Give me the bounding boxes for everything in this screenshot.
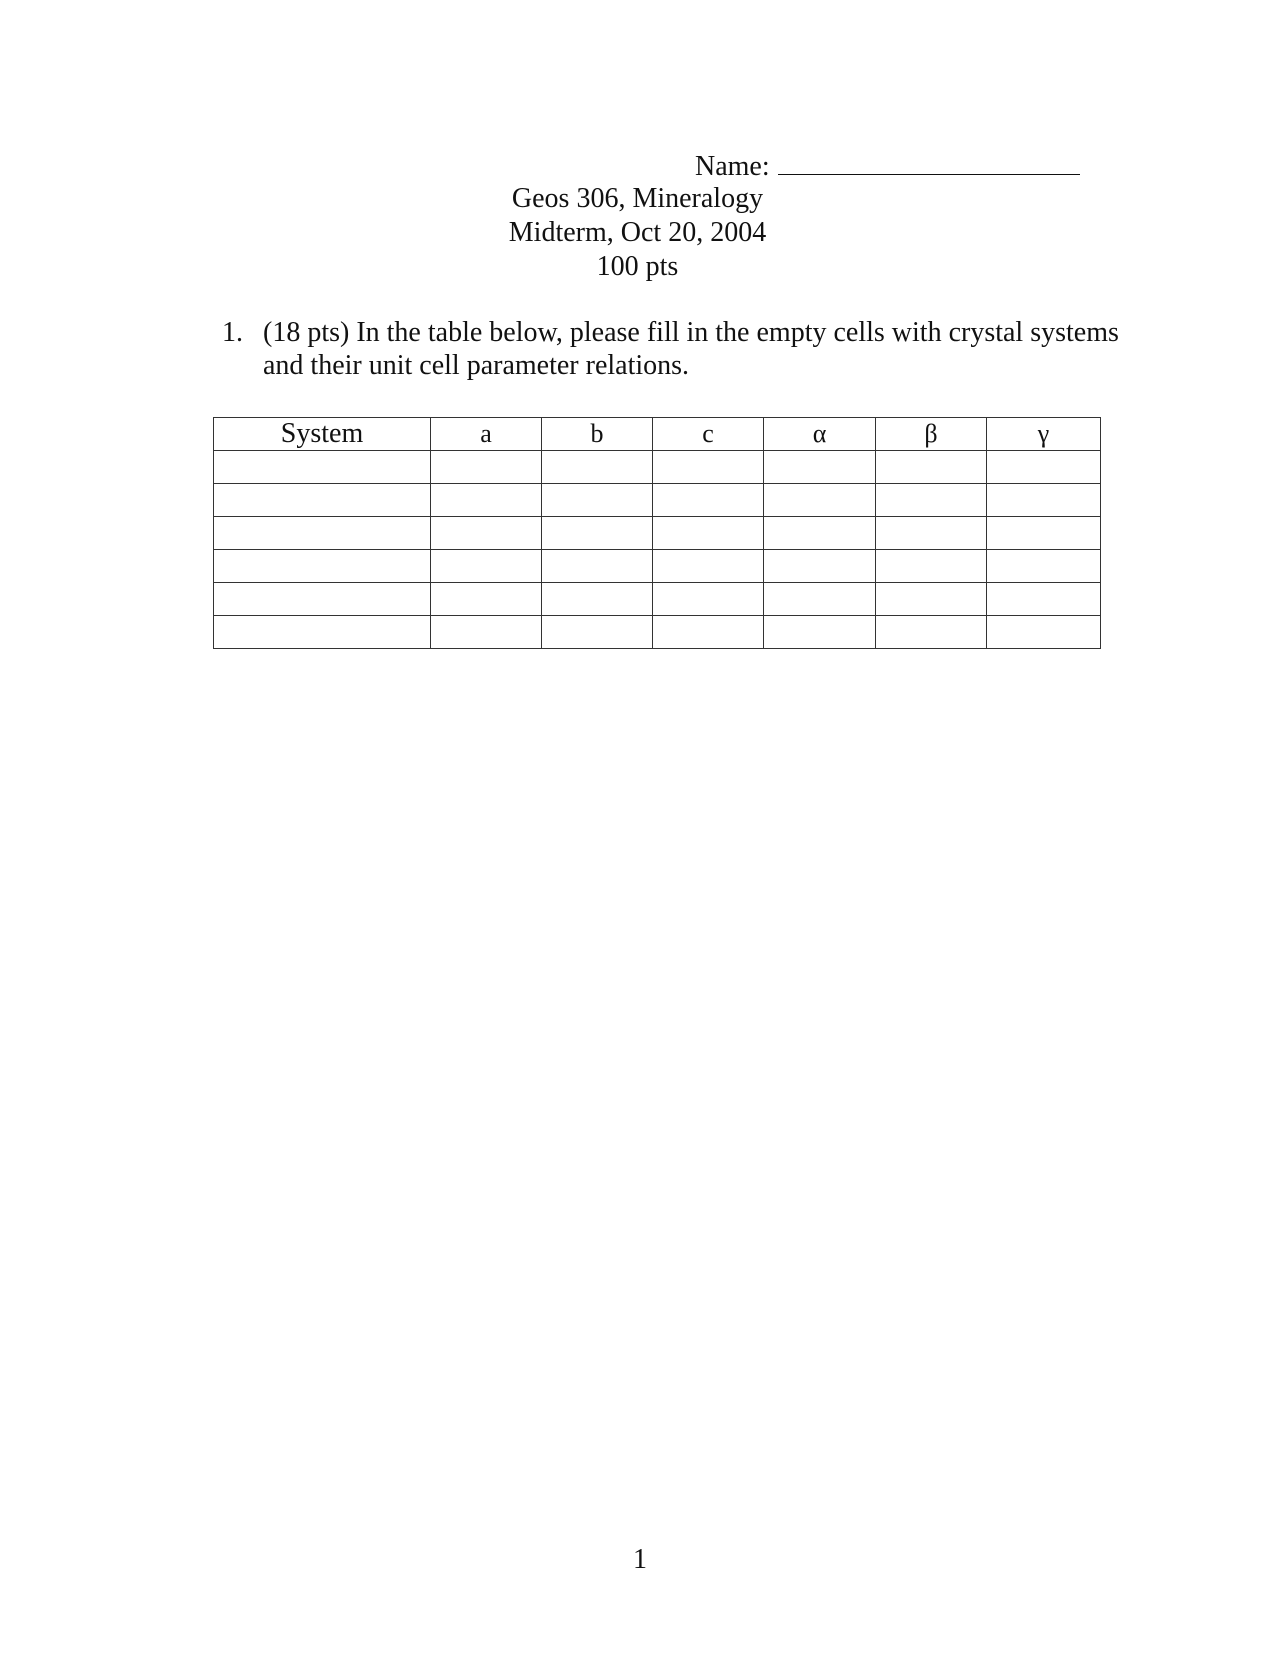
table-row [214, 583, 1101, 616]
course-title: Geos 306, Mineralogy [511, 183, 764, 214]
table-cell[interactable] [764, 583, 876, 616]
table-row [214, 616, 1101, 649]
name-field [695, 150, 1080, 184]
table-row [214, 517, 1101, 550]
column-header-beta: β [876, 418, 987, 451]
table-cell[interactable] [987, 517, 1101, 550]
table-cell[interactable] [876, 484, 987, 517]
question-number: 1. [222, 317, 243, 348]
table-cell[interactable] [876, 517, 987, 550]
table-cell[interactable] [431, 517, 542, 550]
table-row [214, 484, 1101, 517]
table-cell[interactable] [653, 451, 764, 484]
name-blank-line[interactable] [778, 150, 1080, 175]
table-cell[interactable] [431, 583, 542, 616]
page-number: 1 [633, 1544, 647, 1575]
table-row [214, 451, 1101, 484]
table-cell[interactable] [764, 616, 876, 649]
table-cell[interactable] [542, 583, 653, 616]
column-header-b: b [542, 418, 653, 451]
table-cell[interactable] [542, 616, 653, 649]
table-cell[interactable] [987, 550, 1101, 583]
table-cell[interactable] [653, 583, 764, 616]
column-header-c: c [653, 418, 764, 451]
table-cell[interactable] [542, 517, 653, 550]
table-cell[interactable] [876, 550, 987, 583]
name-label: Name: [695, 151, 770, 182]
table-cell[interactable] [987, 583, 1101, 616]
table-cell[interactable] [653, 616, 764, 649]
table-cell[interactable] [764, 550, 876, 583]
table-cell[interactable] [214, 451, 431, 484]
table-cell[interactable] [764, 451, 876, 484]
table-cell[interactable] [653, 484, 764, 517]
table-cell[interactable] [431, 550, 542, 583]
table-cell[interactable] [214, 550, 431, 583]
table-cell[interactable] [431, 451, 542, 484]
table-cell[interactable] [214, 583, 431, 616]
column-header-system: System [214, 418, 431, 451]
question-text: (18 pts) In the table below, please fill in the empty cells with crystal systems and their unit cell parameter relations. [263, 317, 1119, 381]
exam-header [460, 182, 815, 284]
table-cell[interactable] [764, 484, 876, 517]
table-cell[interactable] [542, 484, 653, 517]
table-cell[interactable] [876, 583, 987, 616]
table-header-row [214, 418, 1101, 451]
table-cell[interactable] [876, 451, 987, 484]
table-cell[interactable] [653, 517, 764, 550]
table-cell[interactable] [876, 616, 987, 649]
table-row [214, 550, 1101, 583]
exam-title: Midterm, Oct 20, 2004 [508, 217, 767, 248]
table-cell[interactable] [214, 484, 431, 517]
column-header-alpha: α [764, 418, 876, 451]
column-header-gamma: γ [987, 418, 1101, 451]
table-cell[interactable] [431, 484, 542, 517]
column-header-a: a [431, 418, 542, 451]
table-cell[interactable] [431, 616, 542, 649]
table-cell[interactable] [987, 451, 1101, 484]
table-cell[interactable] [987, 484, 1101, 517]
table-cell[interactable] [653, 550, 764, 583]
table-cell[interactable] [214, 517, 431, 550]
table-cell[interactable] [214, 616, 431, 649]
table-cell[interactable] [764, 517, 876, 550]
table-cell[interactable] [542, 451, 653, 484]
table-cell[interactable] [987, 616, 1101, 649]
question-1 [222, 316, 1122, 382]
table-cell[interactable] [542, 550, 653, 583]
crystal-system-table [213, 417, 1101, 649]
total-points: 100 pts [596, 251, 679, 282]
